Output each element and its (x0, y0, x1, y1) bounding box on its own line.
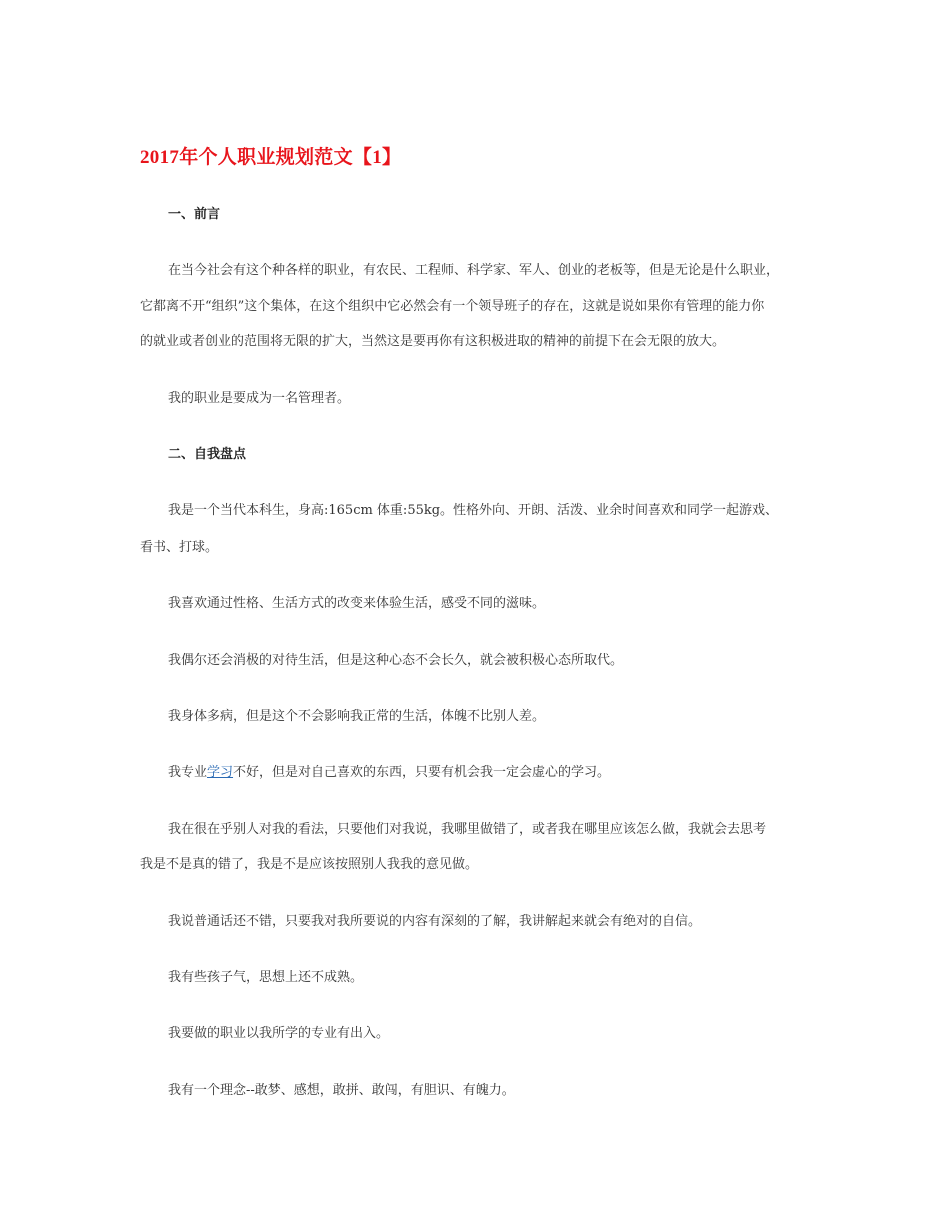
document-title: 2017年个人职业规划范文【1】 (140, 147, 402, 168)
paragraph-line: 我是一个当代本科生，身高:165cm 体重:55kg。性格外向、开朗、活泼、业余时间喜欢和同学一起游戏、 (168, 503, 779, 518)
paragraph: 我说普通话还不错，只要我对我所要说的内容有深刻的了解，我讲解起来就会有绝对的自信。 (168, 914, 702, 929)
section-heading-preface: 一、前言 (168, 207, 221, 222)
paragraph: 我身体多病，但是这个不会影响我正常的生活，体魄不比别人差。 (168, 709, 546, 724)
paragraph: 我有些孩子气，思想上还不成熟。 (168, 970, 364, 985)
paragraph: 我的职业是要成为一名管理者。 (168, 391, 351, 406)
paragraph-line: 的就业或者创业的范围将无限的扩大，当然这是要再你有这积极进取的精神的前提下在会无限的放大。 (140, 334, 726, 349)
paragraph-line: 看书、打球。 (140, 540, 219, 555)
paragraph-line: 在当今社会有这个种各样的职业，有农民、工程师、科学家、军人、创业的老板等，但是无论是什么职业， (168, 263, 780, 278)
paragraph-line: 我在很在乎别人对我的看法，只要他们对我说，我哪里做错了，或者我在哪里应该怎么做，我就会去思考 (168, 822, 767, 837)
paragraph-text: 不好，但是对自己喜欢的东西，只要有机会我一定会虚心的学习。 (233, 765, 611, 780)
paragraph-with-link (168, 764, 610, 782)
study-link[interactable]: 学习 (207, 765, 234, 780)
paragraph-text: 我专业 (168, 765, 208, 780)
paragraph-line: 它都离不开“组织”这个集体，在这个组织中它必然会有一个领导班子的存在，这就是说如果你有管理的能力你 (140, 299, 765, 314)
paragraph: 我要做的职业以我所学的专业有出入。 (168, 1026, 390, 1041)
paragraph-line: 我是不是真的错了，我是不是应该按照别人我我的意见做。 (140, 857, 479, 872)
section-heading-self-assessment: 二、自我盘点 (168, 447, 247, 462)
paragraph: 我喜欢通过性格、生活方式的改变来体验生活，感受不同的滋味。 (168, 596, 546, 611)
paragraph: 我偶尔还会消极的对待生活，但是这种心态不会长久，就会被积极心态所取代。 (168, 653, 624, 668)
paragraph: 我有一个理念--敢梦、感想，敢拼、敢闯，有胆识、有魄力。 (168, 1083, 515, 1098)
